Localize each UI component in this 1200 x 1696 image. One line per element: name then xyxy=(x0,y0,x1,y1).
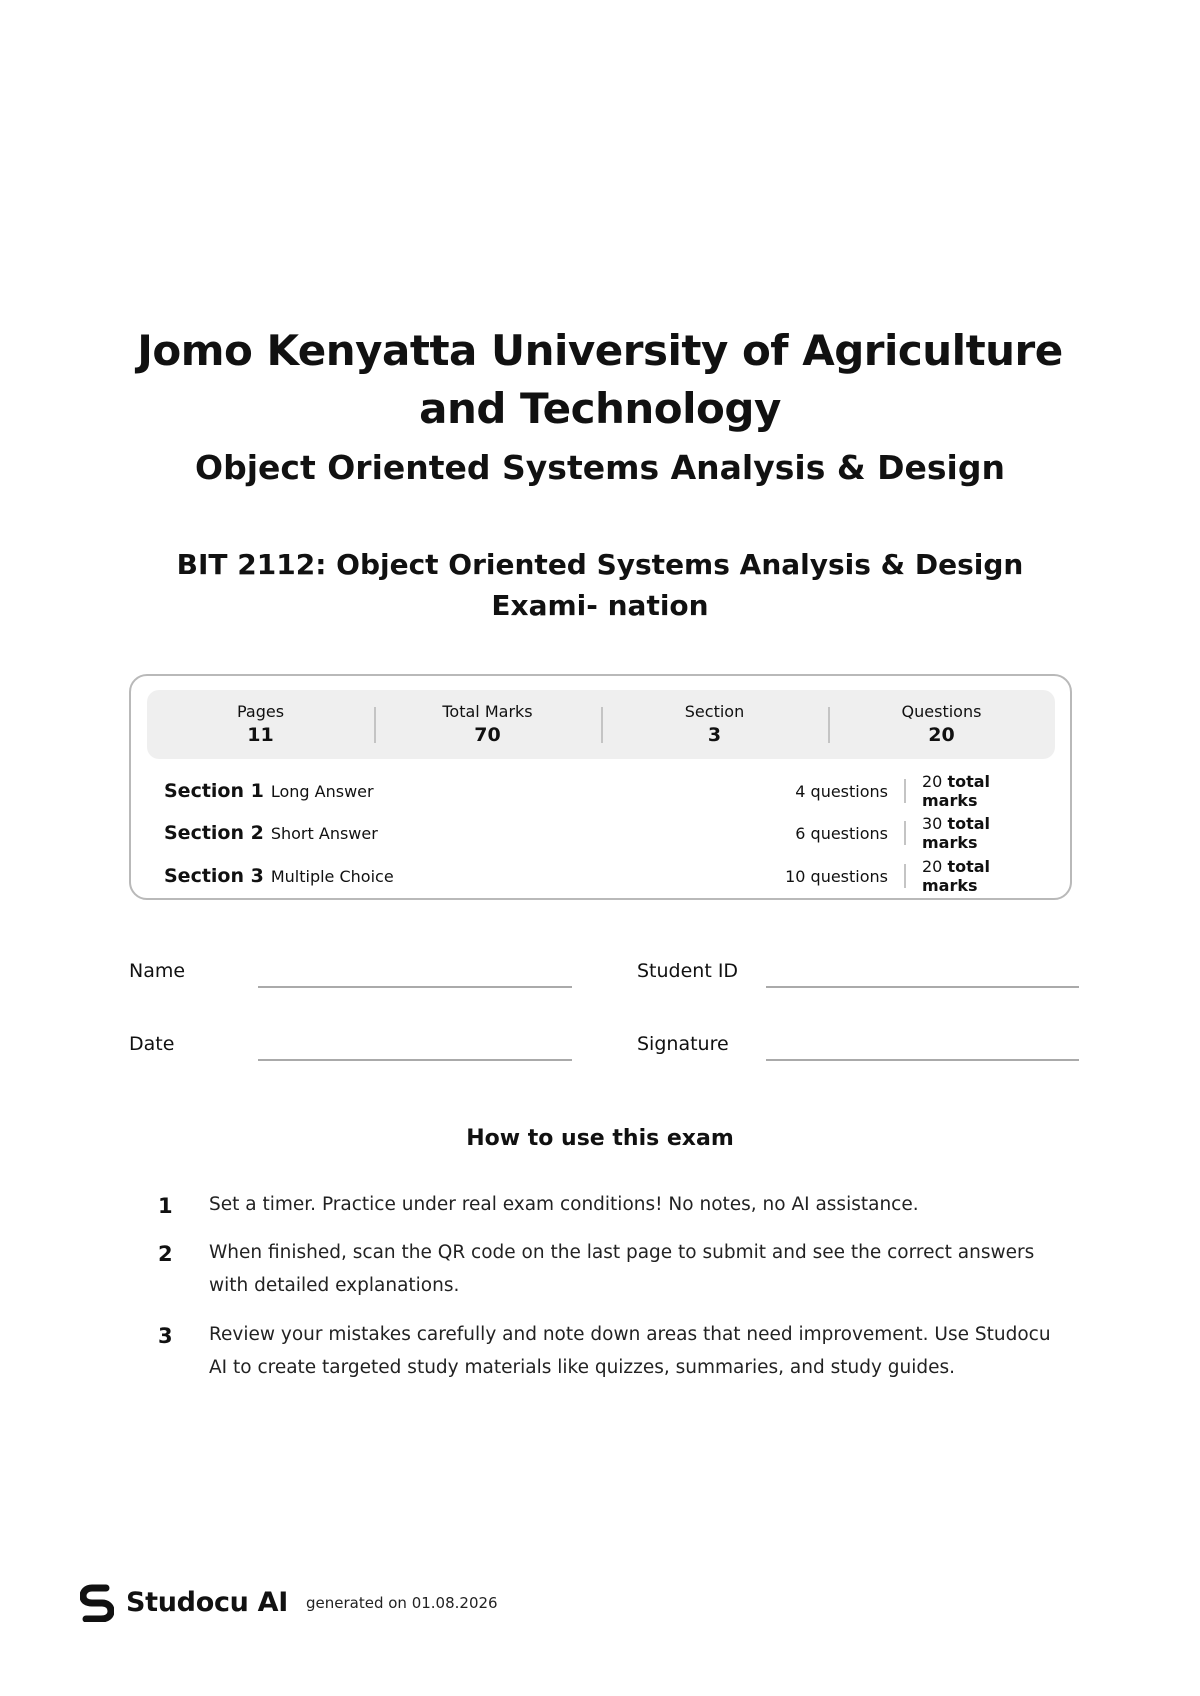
section-name: Section 3 xyxy=(164,865,264,887)
exam-stats-bar xyxy=(147,690,1055,759)
university-name: Jomo Kenyatta University of Agriculture and Technology xyxy=(137,326,1063,433)
student-id-line[interactable] xyxy=(766,986,1079,988)
section-marks: 20 total marks xyxy=(922,857,991,895)
step-number: 3 xyxy=(158,1324,173,1348)
step-number: 2 xyxy=(158,1242,173,1266)
step-text: When finished, scan the QR code on the last page to submit and see the correct answers with detailed explanations. xyxy=(209,1242,1035,1296)
section-row xyxy=(164,857,1040,895)
exam-title: BIT 2112: Object Oriented Systems Analysis & Design Exami- nation xyxy=(176,548,1024,622)
stat-pages xyxy=(147,690,374,759)
stat-value: 70 xyxy=(474,723,501,746)
section-marks: 30 total marks xyxy=(922,814,991,852)
section-name: Section 1 xyxy=(164,780,264,802)
course-subject: Object Oriented Systems Analysis & Design xyxy=(195,448,1005,487)
stat-value: 20 xyxy=(928,723,955,746)
section-question-count: 4 questions xyxy=(795,781,888,801)
step-text: Review your mistakes carefully and note down areas that need improvement. Use Studocu AI to create targeted study materials like quizzes, summaries, and study guides. xyxy=(209,1324,1051,1378)
section-question-count: 10 questions xyxy=(785,866,888,886)
date-line[interactable] xyxy=(258,1059,572,1061)
stat-section xyxy=(601,690,828,759)
stat-questions xyxy=(828,690,1055,759)
name-label: Name xyxy=(129,960,186,982)
section-marks: 20 total marks xyxy=(922,772,991,810)
instructions-title: How to use this exam xyxy=(466,1126,734,1151)
name-line[interactable] xyxy=(258,986,572,988)
section-type: Multiple Choice xyxy=(270,866,394,886)
stat-label: Pages xyxy=(236,701,285,721)
step-number: 1 xyxy=(158,1194,173,1218)
section-name: Section 2 xyxy=(164,822,264,844)
stat-total-marks xyxy=(374,690,601,759)
section-type: Short Answer xyxy=(270,823,378,843)
stat-label: Total Marks xyxy=(442,701,533,721)
studocu-logo-icon xyxy=(80,1584,114,1622)
signature-label: Signature xyxy=(637,1033,729,1055)
step-text: Set a timer. Practice under real exam conditions! No notes, no AI assistance. xyxy=(209,1194,919,1215)
stat-value: 11 xyxy=(247,723,274,746)
stat-label: Section xyxy=(684,701,745,721)
section-row xyxy=(164,772,1040,810)
generated-date: generated on 01.08.2026 xyxy=(306,1594,498,1612)
student-id-label: Student ID xyxy=(637,960,739,982)
section-question-count: 6 questions xyxy=(795,823,888,843)
section-row xyxy=(164,814,1040,852)
date-label: Date xyxy=(129,1033,175,1055)
section-type: Long Answer xyxy=(270,781,374,801)
signature-line[interactable] xyxy=(766,1059,1079,1061)
stat-value: 3 xyxy=(707,723,722,746)
stat-label: Questions xyxy=(901,701,982,721)
brand-name: Studocu AI xyxy=(126,1587,289,1618)
